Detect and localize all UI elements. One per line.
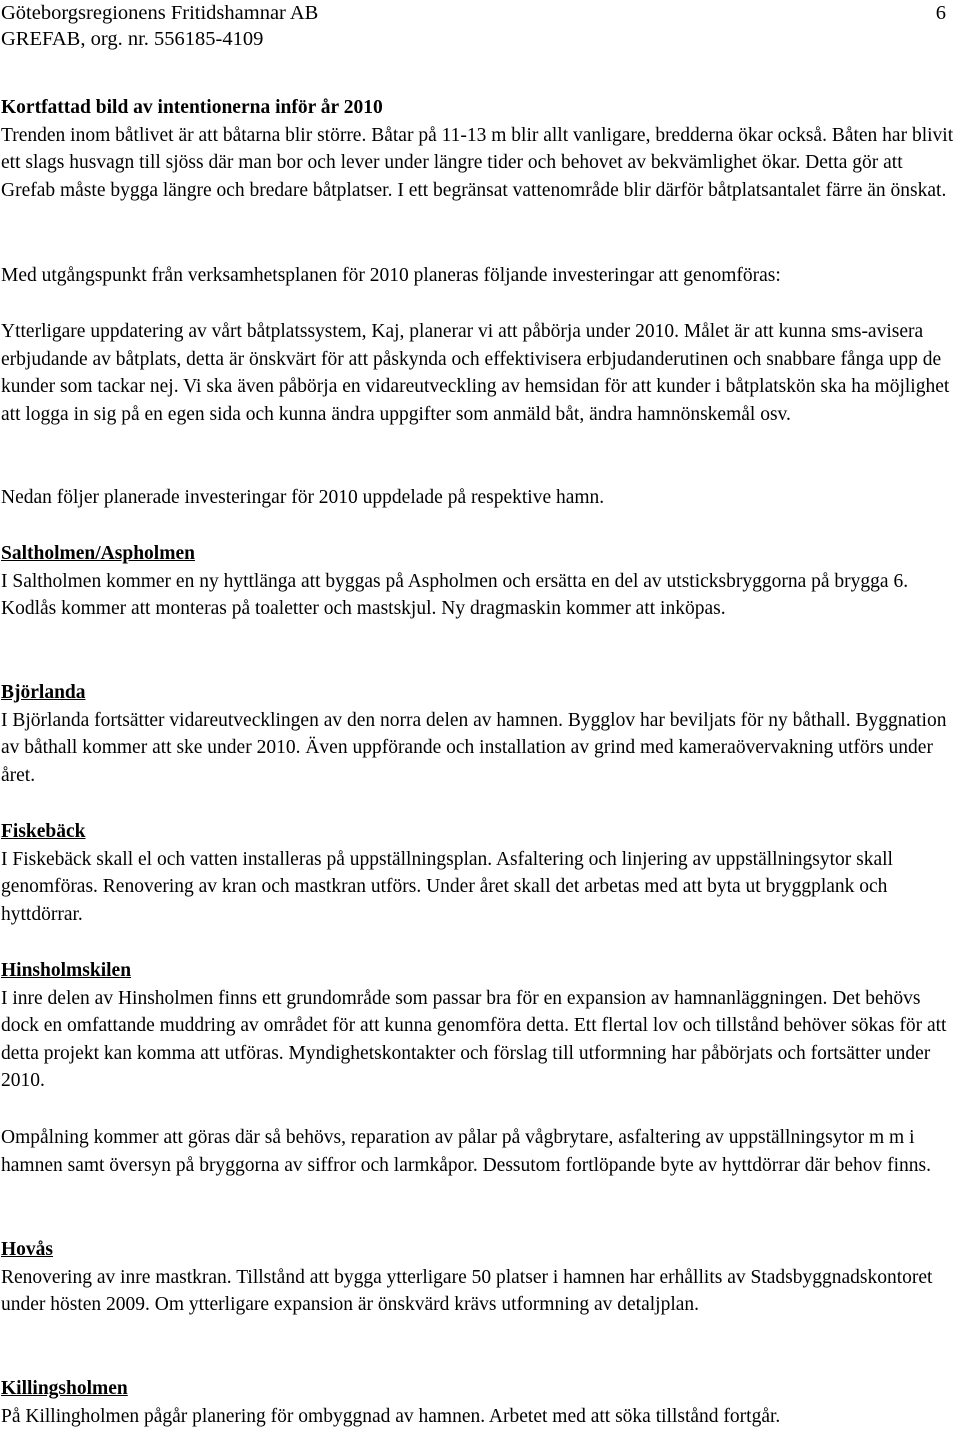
system-update-section <box>1 318 957 428</box>
investments-intro <box>1 262 957 290</box>
header-org-number: GREFAB, org. nr. 556185-4109 <box>1 28 264 50</box>
harbor-text: Renovering av inre mastkran. Tillstånd att bygga ytterligare 50 platser i hamnen har erhållits av Stadsbyggnadskontoret under hösten 2009. Om ytterligare expansion är önskvärd krävs utformning av detaljplan. <box>1 1266 933 1315</box>
harbor-text: I Björlanda fortsätter vidareutvecklingen av den norra delen av hamnen. Bygglov har beviljats för ny båthall. Byggnation av båthall kommer att ske under 2010. Även uppförande och installation av grind med kameraövervakning utförs under året. <box>1 709 947 786</box>
system-update-text: Ytterligare uppdatering av vårt båtplatssystem, Kaj, planerar vi att påbörja under 2010. Målet är att kunna sms-avisera erbjudande av båtplats, detta är önskvärt för att påskynda och effektivisera erbjudanderutinen och snabbare fånga upp de kunder som tackar nej. Vi ska även påbörja en vidareutveckling av hemsidan för att kunder i båtplatskön ska ha möjlighet att logga in sig på en egen sida och kunna ändra uppgifter som anmäld båt, ändra hamnönskemål osv. <box>1 321 950 425</box>
harbor-text: I Fiskebäck skall el och vatten installeras på uppställningsplan. Asfaltering och linjering av uppställningsytor skall genomföras. Renovering av kran och mastkran utförs. Under året skall det arbetas med att byta ut bryggplank och hyttdörrar. <box>1 848 893 925</box>
hinsholmskilen-extra-text: Ompålning kommer att göras där så behövs, reparation av pålar på vågbrytare, asfaltering av uppställningsytor m m i hamnen samt översyn på bryggorna av siffror och larmkåpor. Dessutom fortlöpande byte av hyttdörrar där behov finns. <box>1 1127 931 1176</box>
harbor-text: På Killingholmen pågår planering för ombyggnad av hamnen. Arbetet med att söka tillstånd fortgår. <box>1 1405 781 1427</box>
per-harbor-intro <box>1 484 957 512</box>
hinsholmskilen-extra-section <box>1 1124 957 1179</box>
harbor-section-bjorlanda <box>1 679 957 789</box>
harbor-heading: Killingsholmen <box>1 1378 128 1399</box>
harbor-heading: Saltholmen/Aspholmen <box>1 543 195 564</box>
harbor-section-hinsholmskilen <box>1 957 957 1095</box>
harbor-section-fiskeback <box>1 818 957 928</box>
intro-text: Trenden inom båtlivet är att båtarna blir större. Båtar på 11-13 m blir allt vanligare, bredderna ökar också. Båten har blivit ett slags husvagn till sjöss där man bor och lever under längre tider och behovet av bekvämlighet ökar. Detta gör att Grefab måste bygga längre och bredare båtplatser. I ett begränsat vattenområde blir därför båtplatsantalet färre än önskat. <box>1 124 954 201</box>
harbor-text: I inre delen av Hinsholmen finns ett grundområde som passar bra för en expansion av hamnanläggningen. Det behövs dock en omfattande muddring av området för att kunna genomföra detta. Ett flertal lov och tillstånd behöver sökas för att detta projekt kan komma att utföras. Myndighetskontakter och förslag till utformning har påbörjats och fortsätter under 2010. <box>1 987 947 1091</box>
harbor-text: I Saltholmen kommer en ny hyttlänga att byggas på Aspholmen och ersätta en del av utsticksbryggorna på brygga 6. Kodlås kommer att monteras på toaletter och mastskjul. Ny dragmaskin kommer att inköpas. <box>1 570 909 619</box>
harbor-heading: Hinsholmskilen <box>1 960 132 981</box>
page-header <box>1 0 957 52</box>
harbor-section-killingsholmen <box>1 1375 957 1430</box>
harbor-heading: Björlanda <box>1 682 86 703</box>
header-org-name: Göteborgsregionens Fritidshamnar AB <box>1 2 319 24</box>
page-number: 6 <box>935 2 946 24</box>
per-harbor-intro-text: Nedan följer planerade investeringar för 2010 uppdelade på respektive hamn. <box>1 487 605 508</box>
investments-intro-text: Med utgångspunkt från verksamhetsplanen för 2010 planeras följande investeringar att genomföras: <box>1 265 781 286</box>
header-org-line <box>1 0 957 26</box>
intro-heading: Kortfattad bild av intentionerna inför år 2010 <box>1 97 383 118</box>
harbor-heading: Hovås <box>1 1239 54 1260</box>
harbor-section-saltholmen <box>1 540 957 623</box>
intro-section <box>1 94 957 204</box>
harbor-section-hovas <box>1 1236 957 1319</box>
harbor-heading: Fiskebäck <box>1 821 86 842</box>
